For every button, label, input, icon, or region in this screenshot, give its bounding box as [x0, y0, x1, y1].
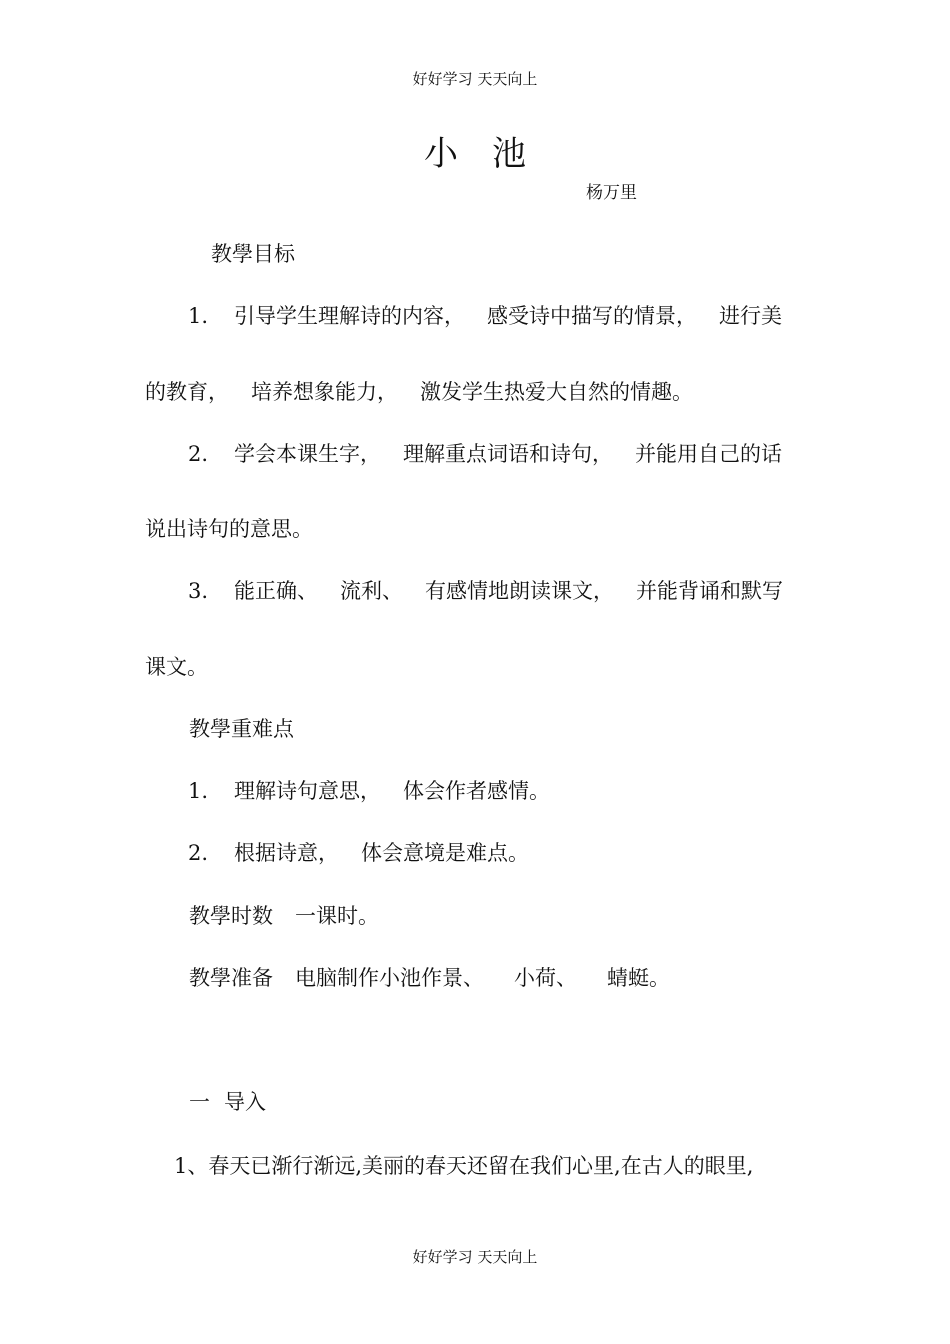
page-header: 好好学习 天天向上	[412, 70, 538, 88]
goal-3-text-c: 有感情地朗读课文，	[425, 579, 614, 603]
intro-heading-text: 导入	[224, 1090, 266, 1114]
goal-3-text-a: 能正确、	[234, 579, 318, 603]
goal-1-cont-a: 的教育，	[145, 380, 229, 404]
author-name: 杨万里	[586, 183, 637, 203]
goal-2-text-c: 并能用自己的话	[635, 442, 782, 466]
teaching-hours	[189, 900, 379, 930]
key-point-2-number: 2.	[188, 841, 209, 865]
teaching-hours-value: 一课时。	[295, 904, 379, 928]
goal-1-cont-c: 激发学生热爱大自然的情趣。	[420, 380, 693, 404]
goal-1-continuation	[145, 376, 693, 406]
teaching-prep-a: 电脑制作小池作景、	[295, 966, 484, 990]
teaching-prep-label: 教學准备	[189, 966, 273, 990]
goal-3-text-b: 流利、	[340, 579, 403, 603]
teaching-prep-c: 蜻蜓。	[607, 966, 670, 990]
page-footer: 好好学习 天天向上	[412, 1248, 538, 1266]
goal-1-line	[188, 300, 782, 330]
key-point-2	[188, 837, 529, 867]
goal-2-continuation: 说出诗句的意思。	[145, 517, 313, 541]
key-point-1-text-b: 体会作者感情。	[403, 779, 550, 803]
goal-1-text-a: 引导学生理解诗的内容，	[234, 304, 465, 328]
intro-paragraph-1: 1、春天已渐行渐远,美丽的春天还留在我们心里,在古人的眼里,	[174, 1154, 754, 1178]
teaching-prep	[189, 962, 670, 992]
teaching-hours-label: 教學时数	[189, 904, 273, 928]
goal-2-line	[188, 438, 782, 468]
goal-2-text-a: 学会本课生字，	[234, 442, 381, 466]
goal-3-continuation: 课文。	[145, 655, 208, 679]
page-title: 小池	[424, 134, 560, 174]
key-point-1-text-a: 理解诗句意思，	[234, 779, 381, 803]
goal-1-number: 1.	[188, 304, 209, 328]
key-point-1-number: 1.	[188, 779, 209, 803]
intro-heading	[189, 1086, 266, 1116]
key-point-1	[188, 775, 550, 805]
goal-3-line	[188, 575, 783, 605]
teaching-prep-b: 小荷、	[514, 966, 577, 990]
goal-1-cont-b: 培养想象能力，	[251, 380, 398, 404]
key-points-heading: 教學重难点	[189, 717, 294, 741]
goal-1-text-c: 进行美	[719, 304, 782, 328]
key-point-2-text-b: 体会意境是难点。	[361, 841, 529, 865]
goal-2-number: 2.	[188, 442, 209, 466]
goal-3-number: 3.	[188, 579, 209, 603]
goal-2-text-b: 理解重点词语和诗句，	[403, 442, 613, 466]
goal-1-text-b: 感受诗中描写的情景，	[487, 304, 697, 328]
key-point-2-text-a: 根据诗意，	[234, 841, 339, 865]
goal-3-text-d: 并能背诵和默写	[636, 579, 783, 603]
intro-number: 一	[189, 1090, 210, 1114]
goals-heading: 教學目标	[211, 242, 295, 266]
